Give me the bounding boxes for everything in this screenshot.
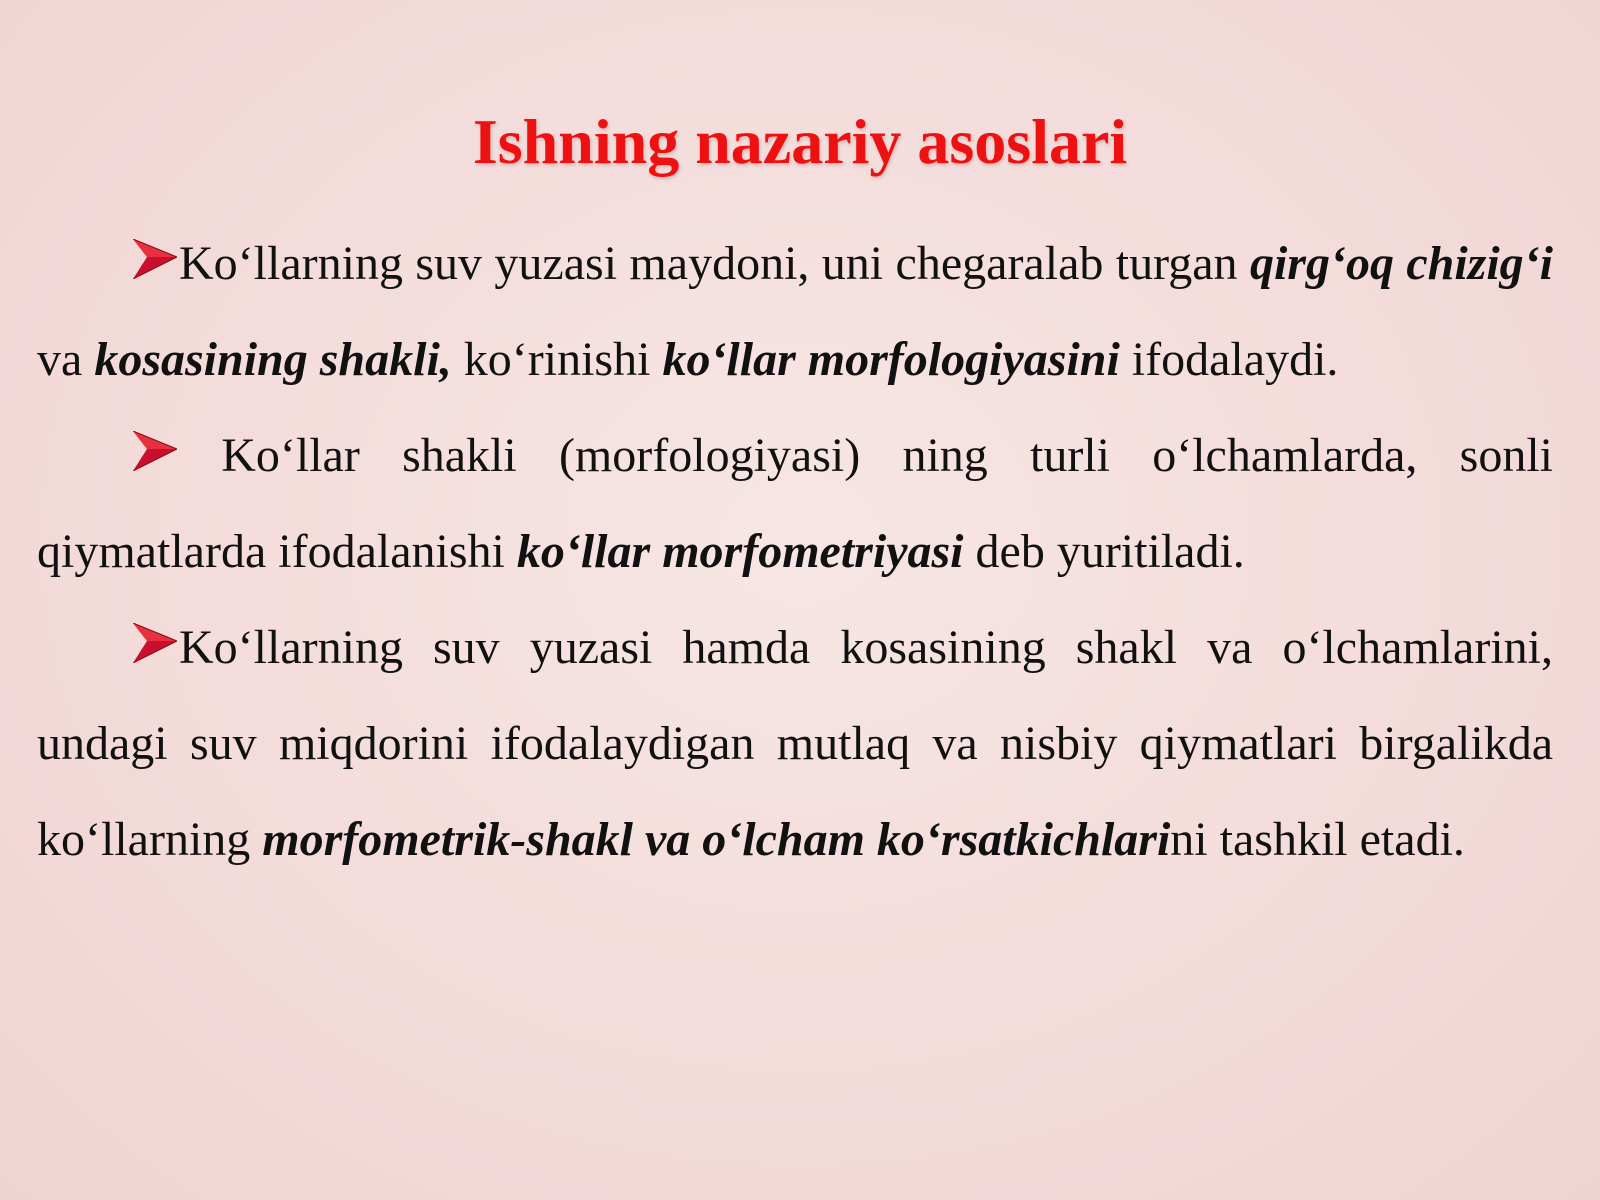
arrow-bullet-icon bbox=[133, 239, 177, 279]
arrow-bullet-icon bbox=[133, 623, 177, 663]
run-emphasis: ko‘llar morfometriyasi bbox=[516, 525, 964, 578]
arrow-bullet-icon bbox=[133, 431, 177, 471]
run-text: deb yuritiladi. bbox=[963, 525, 1245, 578]
slide-body bbox=[37, 216, 1553, 888]
run-emphasis: ko‘llar morfologiyasini bbox=[662, 333, 1120, 386]
slide-title: Ishning nazariy asoslari bbox=[472, 106, 1128, 177]
run-emphasis: kosasining shakli, bbox=[94, 333, 452, 386]
paragraph-1 bbox=[37, 216, 1553, 408]
paragraph-2 bbox=[37, 408, 1553, 600]
run-text: ifodalaydi. bbox=[1119, 333, 1339, 386]
paragraph-3 bbox=[37, 600, 1553, 888]
run-text: Ko‘llarning suv yuzasi maydoni, uni chegaralab turgan bbox=[179, 237, 1250, 290]
run-text: Ko‘llarning suv yuzasi hamda kosasining shakl va o‘lchamlarini, undagi suv miqdorini ifodalaydigan mutlaq va nisbiy qiymatlari birgalikda ko‘llarning bbox=[37, 621, 1553, 866]
run-text: ni tashkil etadi. bbox=[1170, 813, 1465, 866]
run-emphasis: morfometrik-shakl va o‘lcham ko‘rsatkichlari bbox=[262, 813, 1171, 866]
run-text: Ko‘llar shakli (morfologiyasi) ning turli o‘lchamlarda, sonli qiymatlarda ifodalanishi bbox=[37, 429, 1553, 578]
run-text: ko‘rinishi bbox=[451, 333, 663, 386]
run-text: va bbox=[37, 333, 95, 386]
run-emphasis: qirg‘oq chizig‘i bbox=[1249, 237, 1554, 290]
